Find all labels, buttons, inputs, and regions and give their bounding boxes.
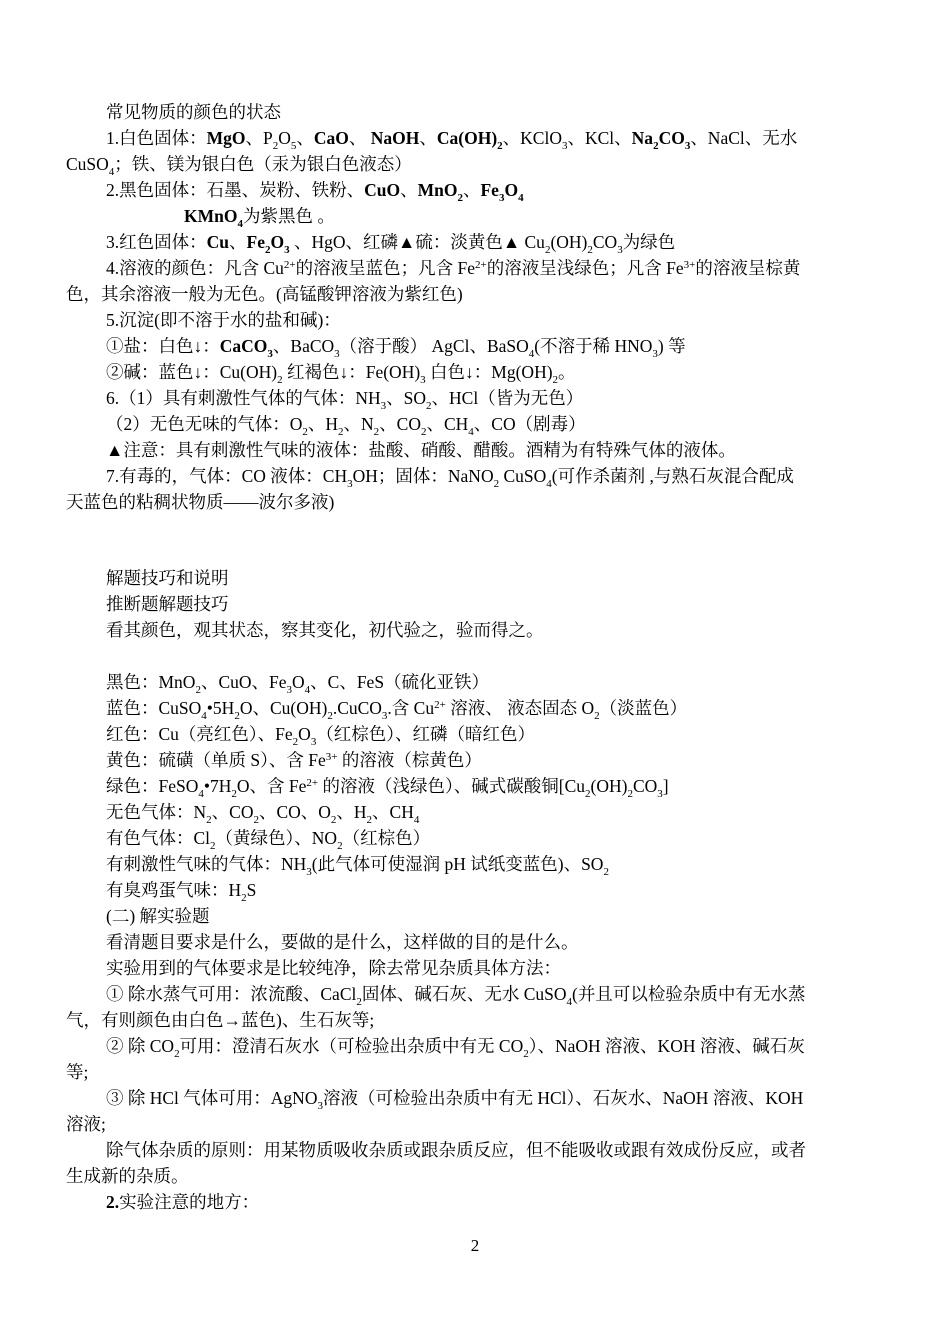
paragraph-line [106, 464, 926, 488]
text-segment: 4 [198, 788, 204, 800]
paragraph-line [106, 360, 926, 384]
text-segment: 实验用到的气体要求是比较纯净，除去常见杂质具体方法： [106, 958, 561, 978]
text-segment: O [270, 232, 285, 252]
text-segment: ② 除 CO [106, 1036, 175, 1056]
text-segment: 有刺激性气味的气体：NH [106, 854, 307, 874]
text-segment: 2+ [306, 777, 319, 789]
text-segment: 为绿色 [622, 232, 676, 252]
text-segment: 气，有则颜色由白色→蓝色)、生石灰等; [66, 1010, 375, 1030]
text-segment: 3.红色固体： [106, 232, 207, 252]
text-segment: 2 [552, 374, 559, 386]
text-segment: 2 [241, 892, 247, 904]
section-heading [106, 100, 926, 124]
text-segment: 红褐色↓：Fe(OH) [282, 362, 421, 382]
paragraph-line [106, 230, 926, 254]
text-segment: ）、NaOH 溶液、KOH 溶液、碱石灰 [528, 1036, 805, 1056]
text-segment: 绿色：FeSO [106, 776, 199, 796]
paragraph-line [66, 1008, 886, 1032]
paragraph-line [106, 800, 926, 824]
text-segment: 2 [356, 996, 362, 1008]
paragraph-line [106, 748, 926, 772]
paragraph-line [184, 204, 950, 228]
text-segment: CuO [364, 180, 401, 200]
text-segment: (此气体可使湿润 pH 试纸变蓝色)、SO [311, 854, 604, 874]
text-segment: 4 [413, 814, 420, 826]
text-segment: 3 [306, 866, 312, 878]
text-segment: 除气体杂质的原则：用某物质吸收杂质或跟杂质反应，但不能吸收或跟有效成份反应，或者 [106, 1140, 806, 1160]
text-segment: 3 [286, 684, 293, 696]
text-segment: 生成新的杂质。 [66, 1166, 189, 1186]
text-segment: 、CH [372, 802, 414, 822]
text-segment: ) 等 [657, 336, 686, 356]
text-segment: ① 除水蒸气可用：浓流酸、CaCl [106, 984, 357, 1004]
text-segment: 2 [366, 814, 373, 826]
text-segment: ] [662, 776, 669, 796]
text-segment: 4 [201, 710, 207, 722]
text-segment: 2 [627, 788, 633, 800]
text-segment: 、 [229, 232, 247, 252]
text-segment: 5 [290, 140, 297, 152]
paragraph-line [106, 178, 926, 202]
text-segment: 、CO [379, 414, 421, 434]
text-segment: 3+ [683, 259, 696, 271]
text-segment: 2 [426, 400, 432, 412]
paragraph-line [106, 878, 926, 902]
section-heading [106, 592, 926, 616]
text-segment: 2 [210, 840, 216, 852]
text-segment: 红色：Cu（亮红色）、Fe [106, 724, 293, 744]
paragraph-line [106, 438, 926, 462]
text-segment: 3 [617, 244, 623, 256]
text-segment: 2 [603, 866, 609, 878]
text-segment: 4.溶液的颜色：凡含 Cu [106, 258, 284, 278]
text-segment: 、CO [211, 802, 254, 822]
paragraph-line [106, 412, 926, 436]
text-segment: (OH) [590, 776, 628, 796]
text-segment: 2 [594, 710, 600, 722]
section-heading [106, 566, 926, 590]
text-segment: 、HCl（皆为无色） [431, 388, 584, 408]
text-segment: 有色气体：Cl [106, 828, 211, 848]
text-segment: 2 [523, 1048, 529, 1060]
text-segment: 为紫黑色 。 [242, 206, 335, 226]
text-segment: 5.沉淀(即不溶于水的盐和碱)： [106, 310, 341, 330]
paragraph-line [66, 1164, 886, 1188]
text-segment: 4 [528, 348, 535, 360]
text-segment: (并且可以检验杂质中有无水蒸 [572, 984, 806, 1004]
text-segment: 2 [174, 1048, 180, 1060]
text-segment: 固体、碱石灰、无水 CuSO [361, 984, 567, 1004]
text-segment: 3 [420, 374, 426, 386]
text-segment: CO [632, 776, 658, 796]
text-segment: 、HgO、红磷▲硫：淡黄色▲ Cu [289, 232, 545, 252]
text-segment: Na [631, 128, 654, 148]
text-segment: 的溶液（浅绿色）、碱式碳酸铜[Cu [318, 776, 585, 796]
text-segment: 4 [546, 478, 552, 490]
text-segment: OH；固体：NaNO [352, 466, 494, 486]
text-segment: CO [658, 128, 685, 148]
paragraph-line [106, 982, 926, 1006]
text-segment: MnO [417, 180, 458, 200]
text-segment: 2+ [434, 699, 446, 711]
text-segment: 3 [657, 788, 663, 800]
text-segment: 3 [310, 736, 317, 748]
paragraph-line [66, 1112, 886, 1136]
text-segment: 。 [558, 362, 576, 382]
text-segment: 2 [231, 788, 237, 800]
text-segment: 3 [267, 348, 273, 360]
text-segment: O、含 Fe [236, 776, 307, 796]
text-segment: 、KClO [502, 128, 562, 148]
paragraph-line [106, 256, 926, 280]
text-segment: 3 [652, 348, 658, 360]
text-segment: 4 [237, 218, 243, 230]
text-segment: 2 [327, 710, 333, 722]
text-segment: （红棕色） [342, 828, 431, 848]
paragraph-line [66, 152, 886, 176]
paragraph-line [106, 1034, 926, 1058]
paragraph-line [106, 1086, 926, 1110]
text-segment: O [278, 128, 291, 148]
text-segment: Cu [206, 232, 229, 252]
text-segment: 4 [518, 192, 524, 204]
text-segment: 1.白色固体： [106, 128, 207, 148]
section-heading [106, 1190, 926, 1214]
text-segment: 、KCl、 [567, 128, 632, 148]
paragraph-line [106, 826, 926, 850]
text-segment: Ca(OH) [436, 128, 498, 148]
text-segment: 3 [381, 710, 388, 722]
text-segment: 、 [419, 128, 437, 148]
text-segment: 2 [373, 426, 380, 438]
text-segment: 4 [566, 996, 573, 1008]
text-segment: 黄色：硫磺（单质 S）、含 Fe [106, 750, 326, 770]
text-segment: 2 [420, 426, 427, 438]
text-segment: ①盐：白色↓： [106, 336, 220, 356]
text-segment: 2 [277, 374, 283, 386]
text-segment: •7H [203, 776, 232, 796]
text-segment: ；铁、镁为银白色（汞为银白色液态） [114, 154, 412, 174]
text-segment: 、H [307, 414, 339, 434]
text-segment: 可用：澄清石灰水（可检验出杂质中有无 CO [179, 1036, 524, 1056]
text-segment: 3 [334, 348, 340, 360]
text-segment: CaCO [219, 336, 268, 356]
page-number: 2 [470, 1236, 480, 1255]
paragraph-line [106, 774, 926, 798]
text-segment: 2 [493, 478, 500, 490]
paragraph-line [106, 670, 926, 694]
text-segment: 、C、FeS（硫化亚铁） [310, 672, 490, 692]
text-segment: 2 [337, 840, 343, 852]
text-segment: 、 [296, 128, 314, 148]
text-segment: .含 Cu [387, 698, 435, 718]
text-segment: 蓝色：CuSO [106, 698, 202, 718]
text-segment: 4 [468, 426, 474, 438]
text-segment: ③ 除 HCl 气体可用：AgNO [106, 1088, 318, 1108]
text-segment: 2 [292, 736, 299, 748]
text-segment: 溶液（可检验出杂质中有无 HCl）、石灰水、NaOH 溶液、KOH [322, 1088, 804, 1108]
text-segment: 3 [561, 140, 568, 152]
text-segment: 4 [108, 166, 115, 178]
text-segment: 6.（1）具有刺激性气体的气体：NH [106, 388, 381, 408]
text-segment: 的溶液呈蓝色；凡含 Fe [295, 258, 476, 278]
text-segment: 解题技巧和说明 [106, 568, 229, 588]
text-segment: 7.有毒的，气体：CO 液体：CH [106, 466, 348, 486]
text-segment: 2.黑色固体：石墨、炭粉、铁粉、 [106, 180, 365, 200]
paragraph-line [66, 1060, 886, 1084]
text-segment: （红棕色）、红磷（暗红色） [316, 724, 536, 744]
text-segment: 无色气体：N [106, 802, 207, 822]
paragraph-line [66, 490, 886, 514]
text-segment: ②碱：蓝色↓：Cu(OH) [106, 362, 278, 382]
text-segment: 3 [317, 1100, 323, 1112]
text-segment: .CuCO [332, 698, 382, 718]
text-segment: O [298, 724, 311, 744]
text-segment: 有臭鸡蛋气味：H [106, 880, 242, 900]
text-segment: S [246, 880, 257, 900]
text-segment: 2 [587, 244, 593, 256]
text-segment: 、BaCO [272, 336, 335, 356]
text-segment: 、SO [386, 388, 427, 408]
text-segment: 2 [585, 788, 591, 800]
text-segment: 2 [234, 710, 240, 722]
paragraph-line [106, 930, 926, 954]
text-segment: 2+ [475, 259, 487, 271]
text-segment: 2 [544, 244, 551, 256]
paragraph-line [106, 618, 926, 642]
text-segment: 2 [195, 684, 201, 696]
text-segment: 2 [330, 814, 337, 826]
paragraph-line [106, 852, 926, 876]
text-segment: 2 [272, 140, 279, 152]
text-segment: 2 [264, 244, 271, 256]
text-segment: 白色↓：Mg(OH) [425, 362, 553, 382]
text-segment: （2）无色无味的气体：O [106, 414, 303, 434]
text-segment: 溶液; [66, 1114, 106, 1134]
text-segment: 推断题解题技巧 [106, 594, 229, 614]
text-segment: 2 [457, 192, 463, 204]
text-segment: 、 [462, 180, 481, 200]
text-segment: (OH) [550, 232, 588, 252]
text-segment: 黑色：MnO [106, 672, 196, 692]
text-segment: Fe [246, 232, 265, 252]
text-segment: 、CO（剧毒） [473, 414, 586, 434]
text-segment: MgO [206, 128, 246, 148]
text-segment: 、N [343, 414, 374, 434]
paragraph-line [106, 308, 926, 332]
text-segment: 2 [253, 814, 259, 826]
text-segment: 3 [380, 400, 387, 412]
text-segment: O、Cu(OH) [239, 698, 328, 718]
text-segment: 2 [653, 140, 659, 152]
text-segment: O [292, 672, 305, 692]
text-segment: 、CO、O [258, 802, 331, 822]
text-segment: KMnO [184, 206, 238, 226]
text-segment: 3 [684, 140, 691, 152]
paragraph-line [106, 956, 926, 980]
text-segment: 常见物质的颜色的状态 [106, 102, 281, 122]
text-segment: 2 [497, 140, 503, 152]
text-segment: CaO [313, 128, 349, 148]
text-segment: (不溶于稀 HNO [534, 336, 653, 356]
text-segment: 实验注意的地方： [119, 1192, 260, 1212]
text-segment: 2. [106, 1192, 120, 1212]
text-segment: (二) 解实验题 [106, 906, 210, 926]
text-segment: 4 [304, 684, 311, 696]
text-segment: 2 [338, 426, 344, 438]
text-segment: 2 [302, 426, 308, 438]
text-segment: （溶于酸） AgCl、BaSO [339, 336, 529, 356]
text-segment: 等; [66, 1062, 89, 1082]
paragraph-line [106, 126, 926, 150]
paragraph-line [106, 386, 926, 410]
text-segment: 、CuO、Fe [200, 672, 287, 692]
text-segment: 看其颜色，观其状态，察其变化，初代验之，验而得之。 [106, 620, 544, 640]
text-segment: 2 [206, 814, 212, 826]
text-segment: 色，其余溶液一般为无色。(高锰酸钾溶液为紫红色) [66, 284, 463, 304]
text-segment: 3 [498, 192, 505, 204]
text-segment: 、 [400, 180, 418, 200]
text-segment: Fe [480, 180, 499, 200]
text-segment: 的溶液呈棕黄 [695, 258, 801, 278]
text-segment: 3 [347, 478, 353, 490]
text-segment: CuSO [66, 154, 109, 174]
text-segment: O [504, 180, 519, 200]
text-segment: 天蓝色的粘稠状物质——波尔多液) [66, 492, 335, 512]
text-segment: NaOH [370, 128, 420, 148]
text-segment: 看清题目要求是什么，要做的是什么，这样做的目的是什么。 [106, 932, 579, 952]
text-segment: 、NaCl、无水 [690, 128, 798, 148]
text-segment: (可作杀菌剂 ,与熟石灰混合配成 [551, 466, 794, 486]
text-segment: 3+ [325, 751, 338, 763]
text-segment: 、P [245, 128, 273, 148]
paragraph-line [106, 722, 926, 746]
text-segment: 2+ [283, 259, 296, 271]
text-segment: 溶液、 液态固态 O [445, 698, 595, 718]
text-segment: 、H [336, 802, 367, 822]
paragraph-line [106, 334, 926, 358]
text-segment: •5H [206, 698, 235, 718]
text-segment: （黄绿色）、NO [215, 828, 338, 848]
text-segment: 的溶液呈浅绿色；凡含 Fe [486, 258, 684, 278]
paragraph-line [66, 282, 886, 306]
text-segment: CuSO [499, 466, 547, 486]
text-segment: CO [592, 232, 618, 252]
text-segment: 3 [284, 244, 290, 256]
text-segment: ▲注意：具有刺激性气味的液体：盐酸、硝酸、醋酸。酒精为有特殊气体的液体。 [106, 440, 736, 460]
paragraph-line [106, 1138, 926, 1162]
paragraph-line [106, 696, 926, 720]
section-heading [106, 904, 926, 928]
text-segment: 、 [348, 128, 371, 148]
text-segment: 的溶液（棕黄色） [337, 750, 482, 770]
text-segment: 、CH [426, 414, 469, 434]
text-segment: （淡蓝色） [599, 698, 688, 718]
